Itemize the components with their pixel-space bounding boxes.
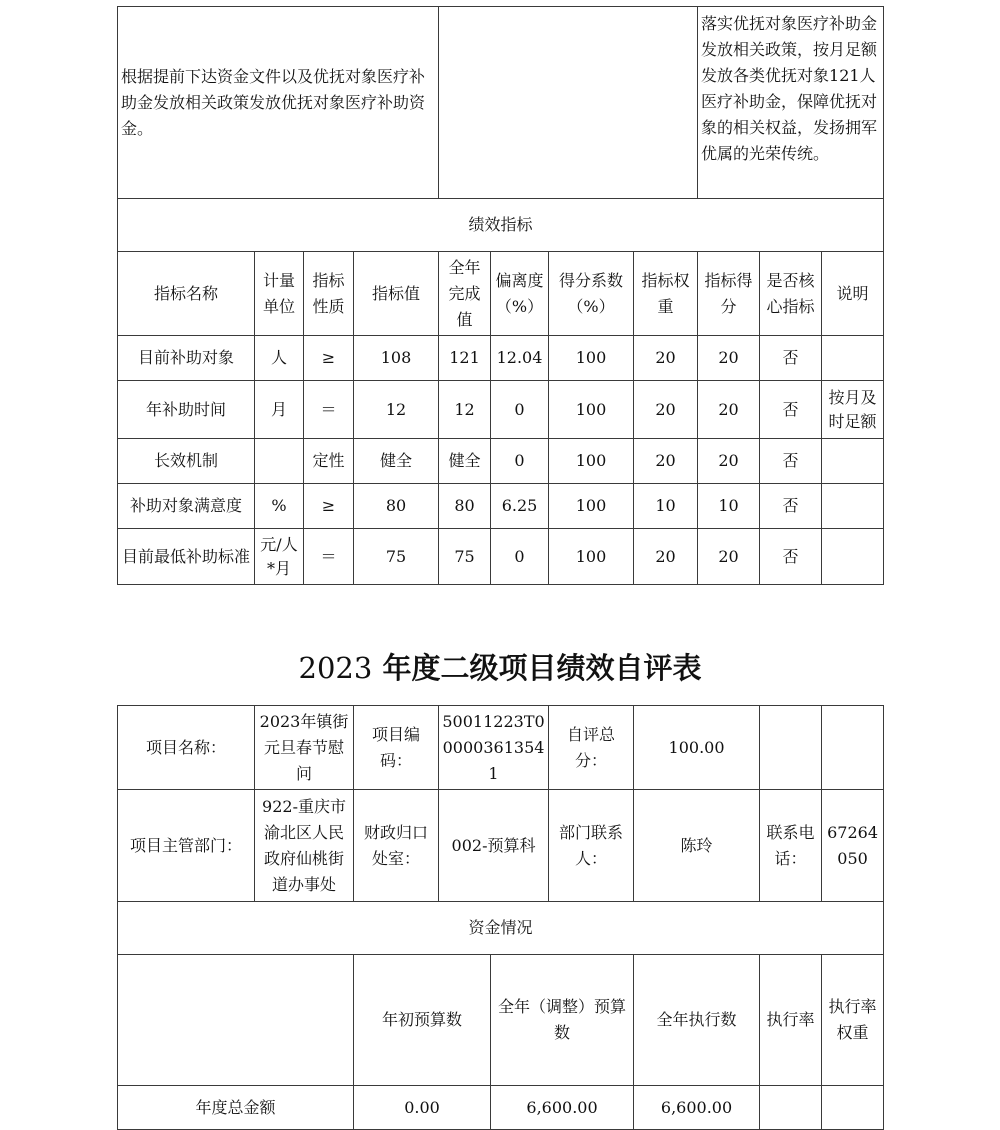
funds-header-cell: 全年执行数 [634, 955, 760, 1086]
indicator-core: 否 [760, 336, 822, 381]
indicator-actual: 12 [439, 381, 491, 439]
table-row [118, 336, 884, 381]
indicator-unit: % [255, 484, 304, 529]
table-row [118, 381, 884, 439]
basis-text: 根据提前下达资金文件以及优抚对象医疗补助金发放相关政策发放优抚对象医疗补助资金。 [118, 7, 439, 199]
empty-cell [118, 955, 354, 1086]
indicator-deviation: 0 [491, 381, 549, 439]
self-score-value: 100.00 [634, 706, 760, 790]
indicator-actual: 80 [439, 484, 491, 529]
performance-indicators-table [117, 6, 884, 585]
indicator-name: 补助对象满意度 [118, 484, 255, 529]
indicator-unit: 月 [255, 381, 304, 439]
report-title-year: 2023 [298, 651, 373, 685]
dept-value: 922-重庆市渝北区人民政府仙桃街道办事处 [255, 790, 354, 902]
contact-label: 部门联系人： [549, 790, 634, 902]
header-cell: 得分系数（%） [549, 252, 634, 336]
header-cell: 指标值 [354, 252, 439, 336]
indicator-score: 20 [698, 336, 760, 381]
funds-header-cell: 全年（调整）预算数 [491, 955, 634, 1086]
indicator-actual: 健全 [439, 439, 491, 484]
funds-cell: 6,600.00 [634, 1086, 760, 1130]
indicator-weight: 20 [634, 336, 698, 381]
indicators-heading: 绩效指标 [118, 199, 884, 252]
indicator-core: 否 [760, 381, 822, 439]
indicator-value: 108 [354, 336, 439, 381]
funds-row-label: 年度总金额 [118, 1086, 354, 1130]
indicator-nature: ≥ [304, 336, 354, 381]
indicator-nature: 定性 [304, 439, 354, 484]
indicator-note [822, 336, 884, 381]
funds-header-cell: 年初预算数 [354, 955, 491, 1086]
table-row [118, 439, 884, 484]
indicator-coefficient: 100 [549, 484, 634, 529]
funds-header-cell: 执行率 [760, 955, 822, 1086]
indicator-coefficient: 100 [549, 439, 634, 484]
indicator-note [822, 529, 884, 585]
project-info-table [117, 705, 884, 1130]
result-text: 落实优抚对象医疗补助金发放相关政策，按月足额发放各类优抚对象121人医疗补助金，保障优抚对象的相关权益，发扬拥军优属的光荣传统。 [698, 7, 884, 199]
indicator-value: 12 [354, 381, 439, 439]
middle-text [439, 7, 698, 199]
indicator-actual: 75 [439, 529, 491, 585]
phone-value: 67264050 [822, 790, 884, 902]
indicator-core: 否 [760, 484, 822, 529]
dept-label: 项目主管部门： [118, 790, 255, 902]
indicator-coefficient: 100 [549, 529, 634, 585]
empty-cell [822, 706, 884, 790]
self-score-label: 自评总分： [549, 706, 634, 790]
indicator-actual: 121 [439, 336, 491, 381]
funds-header-cell: 执行率权重 [822, 955, 884, 1086]
header-cell: 指标性质 [304, 252, 354, 336]
indicator-deviation: 6.25 [491, 484, 549, 529]
report-title-text: 年度二级项目绩效自评表 [382, 651, 702, 685]
project-code-value: 50011223T000003613541 [439, 706, 549, 790]
indicator-score: 10 [698, 484, 760, 529]
indicator-deviation: 12.04 [491, 336, 549, 381]
header-cell: 偏离度（%） [491, 252, 549, 336]
table-row [118, 484, 884, 529]
indicator-unit [255, 439, 304, 484]
table-row [118, 1086, 884, 1130]
finance-office-label: 财政归口处室： [354, 790, 439, 902]
finance-office-value: 002-预算科 [439, 790, 549, 902]
empty-cell [760, 706, 822, 790]
contact-value: 陈玲 [634, 790, 760, 902]
indicator-name: 年补助时间 [118, 381, 255, 439]
funds-cell [822, 1086, 884, 1130]
indicator-nature: ＝ [304, 529, 354, 585]
indicator-unit: 元/人*月 [255, 529, 304, 585]
indicator-name: 目前补助对象 [118, 336, 255, 381]
header-cell: 全年完成值 [439, 252, 491, 336]
indicator-deviation: 0 [491, 439, 549, 484]
indicator-coefficient: 100 [549, 381, 634, 439]
header-cell: 是否核心指标 [760, 252, 822, 336]
project-name-label: 项目名称： [118, 706, 255, 790]
indicator-deviation: 0 [491, 529, 549, 585]
indicator-weight: 20 [634, 529, 698, 585]
phone-label: 联系电话： [760, 790, 822, 902]
header-cell: 指标权重 [634, 252, 698, 336]
funds-heading: 资金情况 [118, 902, 884, 955]
header-cell: 指标名称 [118, 252, 255, 336]
indicator-score: 20 [698, 439, 760, 484]
funds-cell: 6,600.00 [491, 1086, 634, 1130]
indicator-unit: 人 [255, 336, 304, 381]
indicator-weight: 20 [634, 381, 698, 439]
indicator-value: 75 [354, 529, 439, 585]
table-row [118, 529, 884, 585]
indicator-weight: 10 [634, 484, 698, 529]
indicator-score: 20 [698, 381, 760, 439]
indicator-note: 按月及时足额 [822, 381, 884, 439]
indicator-note [822, 439, 884, 484]
indicator-score: 20 [698, 529, 760, 585]
indicator-core: 否 [760, 529, 822, 585]
header-cell: 计量单位 [255, 252, 304, 336]
header-cell: 说明 [822, 252, 884, 336]
funds-cell: 0.00 [354, 1086, 491, 1130]
project-name-value: 2023年镇街元旦春节慰问 [255, 706, 354, 790]
indicator-name: 长效机制 [118, 439, 255, 484]
indicator-value: 健全 [354, 439, 439, 484]
indicator-value: 80 [354, 484, 439, 529]
indicator-nature: ＝ [304, 381, 354, 439]
report-title [0, 646, 1000, 690]
indicator-nature: ≥ [304, 484, 354, 529]
indicator-core: 否 [760, 439, 822, 484]
indicator-note [822, 484, 884, 529]
funds-cell [760, 1086, 822, 1130]
indicator-name: 目前最低补助标准 [118, 529, 255, 585]
project-code-label: 项目编码： [354, 706, 439, 790]
indicator-weight: 20 [634, 439, 698, 484]
indicator-coefficient: 100 [549, 336, 634, 381]
header-cell: 指标得分 [698, 252, 760, 336]
